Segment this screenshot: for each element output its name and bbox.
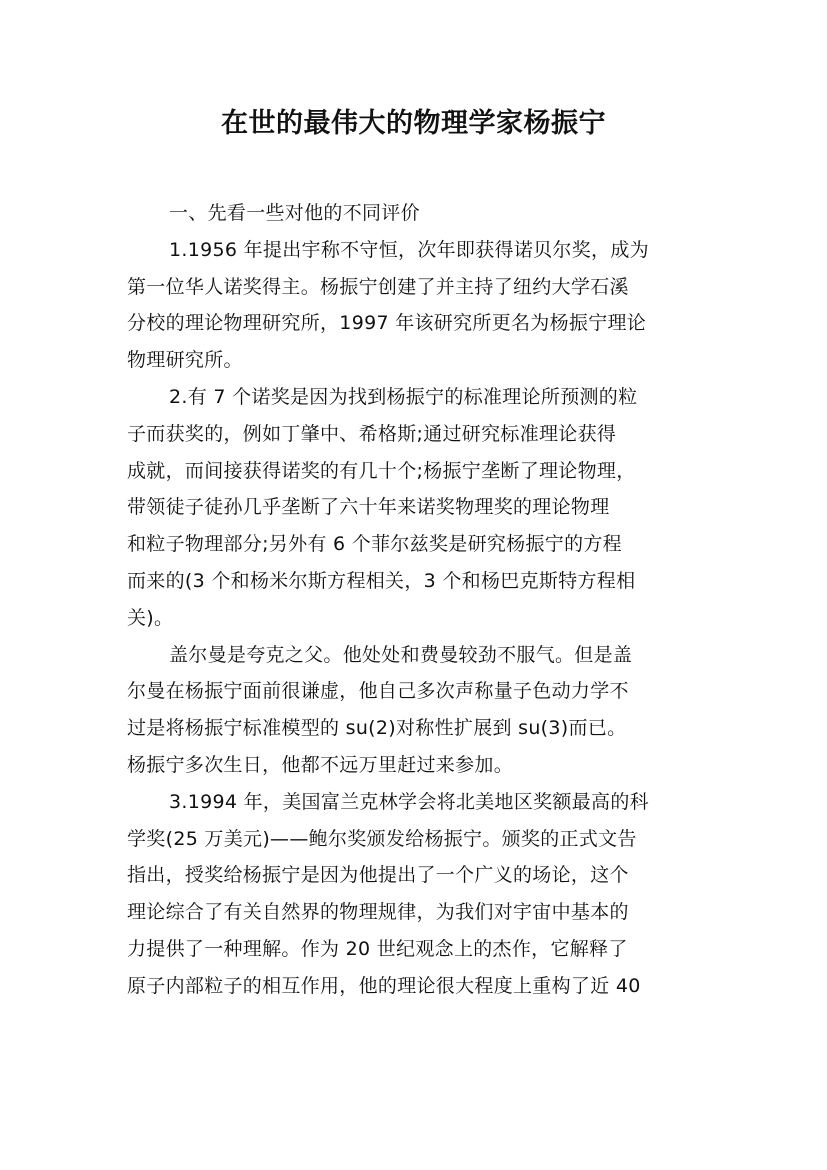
paragraph-line: 分校的理论物理研究所，1997 年该研究所更名为杨振宁理论 <box>127 312 647 335</box>
paragraph-line: 过是将杨振宁标准模型的 su(2)对称性扩展到 su(3)而已。 <box>127 717 627 740</box>
paragraph-line: 理论综合了有关自然界的物理规律，为我们对宇宙中基本的 <box>127 901 629 924</box>
paragraph-line: 关)。 <box>127 606 174 629</box>
paragraph-line: 物理研究所。 <box>127 349 243 372</box>
section-heading: 一、先看一些对他的不同评价 <box>169 202 420 224</box>
paragraph-line: 原子内部粒子的相互作用，他的理论很大程度上重构了近 40 <box>127 974 641 997</box>
paragraph-line: 子而获奖的，例如丁肇中、希格斯;通过研究标准理论获得 <box>127 422 617 445</box>
paragraph-line: 和粒子物理部分;另外有 6 个菲尔兹奖是研究杨振宁的方程 <box>127 533 622 556</box>
paragraph-line: 盖尔曼是夸克之父。他处处和费曼较劲不服气。但是盖 <box>169 643 633 666</box>
paragraph-line: 2.有 7 个诺奖是因为找到杨振宁的标准理论所预测的粒 <box>169 385 638 408</box>
paragraph-line: 力提供了一种理解。作为 20 世纪观念上的杰作，它解释了 <box>127 937 628 960</box>
document-body <box>127 195 713 1005</box>
paragraph-line: 尔曼在杨振宁面前很谦虚，他自己多次声称量子色动力学不 <box>127 680 629 703</box>
paragraph-line: 第一位华人诺奖得主。杨振宁创建了并主持了纽约大学石溪 <box>127 275 629 298</box>
paragraph-line: 成就，而间接获得诺奖的有几十个;杨振宁垄断了理论物理， <box>127 459 636 482</box>
paragraph-line: 带领徒子徒孙几乎垄断了六十年来诺奖物理奖的理论物理 <box>127 496 610 519</box>
paragraph-line: 指出，授奖给杨振宁是因为他提出了一个广义的场论，这个 <box>127 864 629 887</box>
paragraph-line: 1.1956 年提出宇称不守恒，次年即获得诺贝尔奖，成为 <box>169 238 649 261</box>
document-title: 在世的最伟大的物理学家杨振宁 <box>221 108 606 139</box>
paragraph-line: 学奖(25 万美元)——鲍尔奖颁发给杨振宁。颁奖的正式文告 <box>127 827 637 850</box>
paragraph-line: 3.1994 年，美国富兰克林学会将北美地区奖额最高的科 <box>169 790 649 813</box>
paragraph-line: 杨振宁多次生日，他都不远万里赶过来参加。 <box>127 753 514 776</box>
paragraph-line: 而来的(3 个和杨米尔斯方程相关，3 个和杨巴克斯特方程相 <box>127 569 636 592</box>
